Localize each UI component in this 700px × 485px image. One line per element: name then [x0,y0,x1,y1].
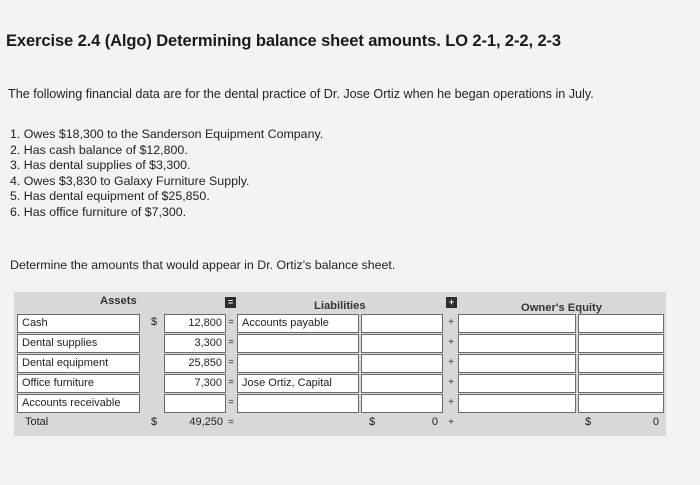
equity-amount-input[interactable] [578,334,664,353]
equals-sign: = [228,337,234,348]
liability-label-input[interactable] [237,334,359,353]
liability-label-input[interactable] [237,394,359,413]
equity-amount-input[interactable] [578,374,664,393]
liability-label: Accounts payable [237,314,359,333]
equals-sign: = [228,377,234,388]
equals-sign: = [228,417,234,428]
total-label: Total [25,416,49,428]
asset-amount-input[interactable]: 25,850 [164,354,226,373]
liability-amount-input[interactable] [361,334,443,353]
equity-amount-input[interactable] [578,314,664,333]
asset-amount-input[interactable]: 3,300 [164,334,226,353]
asset-label-office-furniture: Office furniture [17,374,140,393]
assets-header: Assets [100,295,137,307]
asset-dollar-sign: $ [150,316,158,328]
asset-label-accounts-receivable: Accounts receivable [17,394,140,413]
asset-amount-input[interactable] [164,394,226,413]
liability-amount-input[interactable] [361,374,443,393]
liability-label-input[interactable] [237,354,359,373]
balance-sheet-table [14,292,666,436]
asset-label-dental-equipment: Dental equipment [17,354,140,373]
equals-sign: = [228,357,234,368]
total-liabilities-value: 0 [431,416,438,428]
equity-amount-input[interactable] [578,354,664,373]
equity-amount-input[interactable] [578,394,664,413]
equals-header-symbol: = [225,297,236,308]
equity-label-input[interactable] [458,374,576,393]
plus-header-symbol: + [446,297,457,308]
intro-text: The following financial data are for the dental practice of Dr. Jose Ortiz when he began operations in July. [8,87,594,101]
liability-label-capital: Jose Ortiz, Capital [237,374,359,393]
equity-label-input[interactable] [458,354,576,373]
equity-label-input[interactable] [458,394,576,413]
total-equity-dollar-sign: $ [584,416,592,428]
total-liabilities-dollar-sign: $ [368,416,376,428]
plus-sign: + [448,357,454,368]
list-item: 6. Has office furniture of $7,300. [10,204,187,219]
list-item: 4. Owes $3,830 to Galaxy Furniture Supply. [10,173,250,188]
plus-sign: + [448,377,454,388]
asset-amount-input[interactable]: 7,300 [164,374,226,393]
liability-amount-input[interactable] [361,394,443,413]
list-item: 1. Owes $18,300 to the Sanderson Equipment Company. [10,127,324,141]
asset-amount-input[interactable]: 12,800 [164,314,226,333]
instruction-text: Determine the amounts that would appear in Dr. Ortiz's balance sheet. [10,258,396,272]
total-assets-value: 49,250 [189,416,223,428]
facts-list [10,127,323,221]
total-equity-value: 0 [652,416,659,428]
plus-sign: + [448,417,454,428]
plus-sign: + [448,317,454,328]
plus-sign: + [448,397,454,408]
exercise-title: Exercise 2.4 (Algo) Determining balance sheet amounts. LO 2-1, 2-2, 2-3 [6,32,561,50]
total-asset-dollar-sign: $ [150,416,158,428]
liabilities-header: Liabilities [314,300,366,312]
equity-label-input[interactable] [458,314,576,333]
liability-amount-input[interactable] [361,354,443,373]
list-item: 5. Has dental equipment of $25,850. [10,189,210,204]
asset-label-cash: Cash [17,314,140,333]
asset-label-dental-supplies: Dental supplies [17,334,140,353]
liability-amount-input[interactable] [361,314,443,333]
list-item: 3. Has dental supplies of $3,300. [10,158,191,173]
plus-sign: + [448,337,454,348]
owners-equity-header: Owner's Equity [521,302,602,314]
equals-sign: = [228,397,234,408]
list-item: 2. Has cash balance of $12,800. [10,142,188,157]
equals-sign: = [228,317,234,328]
equity-label-input[interactable] [458,334,576,353]
